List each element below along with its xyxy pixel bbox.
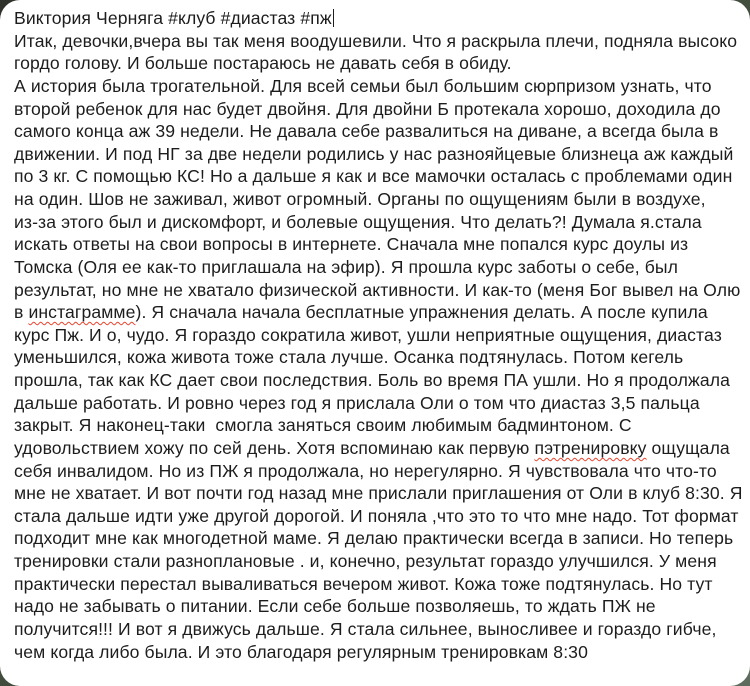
text-line bbox=[14, 52, 736, 75]
text-segment: по 3 кг. С помощью КС! Но а дальше я как и все мамочки осталась с проблемами один bbox=[14, 166, 733, 187]
text-segment: тренировки стали разноплановые . и, конечно, результат гораздо улучшился. У меня bbox=[14, 551, 717, 571]
text-segment: мне не хватает. И вот почти год назад мне прислали приглашения от Оли в клуб 8:30. Я bbox=[14, 483, 743, 504]
text-line bbox=[14, 75, 736, 98]
text-line bbox=[14, 301, 736, 324]
post-text-editor[interactable] bbox=[14, 7, 743, 663]
text-line bbox=[14, 437, 736, 460]
text-segment: курс Пж. И о, чудо. Я гораздо сократила живот, ушли неприятные ощущения, диастаз bbox=[14, 324, 722, 345]
text-segment: стала дальше идти уже другой дорогой. И поняла ,что это то что мне надо. Тот формат bbox=[14, 505, 739, 526]
text-line bbox=[14, 595, 736, 618]
text-segment: Итак, девочки,вчера вы так меня воодушевили. Что я раскрыла плечи, подняла высоко bbox=[14, 30, 738, 51]
misspelled-word: пэтренировку bbox=[534, 437, 647, 458]
text-line bbox=[14, 369, 736, 392]
text-line bbox=[14, 505, 739, 528]
text-line bbox=[14, 30, 736, 53]
text-line bbox=[14, 573, 736, 596]
text-segment: движении. И под НГ за две недели родились у нас разнояйцевые близнеца аж каждый bbox=[14, 143, 734, 164]
text-segment: закрыт. Я наконец-таки смогла заняться своим любимым бадминтоном. С bbox=[14, 415, 632, 436]
text-line bbox=[14, 392, 736, 415]
text-segment: ощущала bbox=[646, 437, 730, 458]
misspelled-word: инстаграмме bbox=[28, 302, 136, 323]
text-cursor-caret bbox=[333, 9, 335, 27]
text-segment: в bbox=[14, 302, 29, 323]
text-line bbox=[14, 324, 736, 347]
text-line bbox=[14, 98, 736, 121]
text-segment: получится!!! И вот я движусь дальше. Я стала сильнее, выносливее и гораздо гибче, bbox=[14, 618, 717, 639]
text-segment: ). Я сначала начала бесплатные упражнения делать. А после купила bbox=[135, 302, 708, 323]
text-line bbox=[14, 527, 736, 550]
text-line bbox=[14, 460, 736, 483]
text-line bbox=[14, 550, 736, 573]
text-line bbox=[14, 188, 736, 211]
text-line bbox=[14, 256, 736, 279]
text-line bbox=[14, 414, 736, 437]
text-segment: А история была трогательной. Для всей семьи был большим сюрпризом узнать, что bbox=[14, 75, 712, 96]
text-line bbox=[14, 165, 736, 188]
text-segment: удовольствием хожу по сей день. Хотя вспоминаю как первую bbox=[14, 437, 535, 458]
text-line bbox=[14, 482, 743, 505]
text-segment: подходит мне как многодетной маме. Я делаю практически всегда в записи. Но теперь bbox=[14, 528, 734, 549]
text-segment: Томска (Оля ее как-то приглашала на эфир). Я прошла курс заботы о себе, был bbox=[14, 256, 679, 277]
text-segment: второй ребенок для нас будет двойня. Для двойни Б протекала хорошо, доходила до bbox=[14, 98, 721, 119]
text-line bbox=[14, 7, 736, 30]
text-line bbox=[14, 233, 736, 256]
text-segment: из-за этого был и дискомфорт, и болевые ощущения. Что делать?! Думала я.стала bbox=[14, 211, 702, 232]
text-line bbox=[14, 143, 736, 166]
text-segment: прошла, так как КС дает свои последствия. Боль во время ПА ушли. Но я продолжала bbox=[14, 370, 730, 390]
text-segment: самого конца аж 39 недели. Не давала себе развалиться на диване, а всегда была в bbox=[14, 121, 719, 142]
text-segment: надо не забывать о питании. Если себе больше позволяешь, то ждать ПЖ не bbox=[14, 596, 656, 617]
text-segment: чем когда либо была. И это благодаря регулярным тренировкам 8:30 bbox=[14, 641, 588, 662]
text-segment: на один. Шов не заживал, живот огромный. Органы по ощущениям были в воздухе, bbox=[14, 189, 706, 209]
text-segment: практически перестал вываливаться вечером живот. Кожа тоже подтянулась. Но тут bbox=[14, 573, 713, 594]
text-segment: Виктория Черняга #клуб #диастаз #пж bbox=[14, 8, 332, 28]
text-line bbox=[14, 211, 736, 234]
text-line bbox=[14, 120, 736, 143]
text-line bbox=[14, 618, 736, 641]
text-line bbox=[14, 279, 741, 302]
text-line bbox=[14, 641, 736, 664]
text-segment: гордо голову. И больше постараюсь не давать себя в обиду. bbox=[14, 53, 512, 74]
text-line bbox=[14, 346, 736, 369]
text-segment: себя инвалидом. Но из ПЖ я продолжала, но нерегулярно. Я чувствовала что что-то bbox=[14, 460, 717, 481]
text-segment: результат, но мне не хватало физической активности. И как-то (меня Бог вывел на Олю bbox=[14, 279, 741, 300]
text-segment: уменьшился, кожа живота тоже стала лучше. Осанка подтянулась. Потом кегель bbox=[14, 347, 684, 368]
text-segment: искать ответы на свои вопросы в интернете. Сначала мне попался курс доулы из bbox=[14, 234, 689, 255]
text-segment: дальше работать. И ровно через год я прислала Оли о том что диастаз 3,5 пальца bbox=[14, 392, 700, 413]
